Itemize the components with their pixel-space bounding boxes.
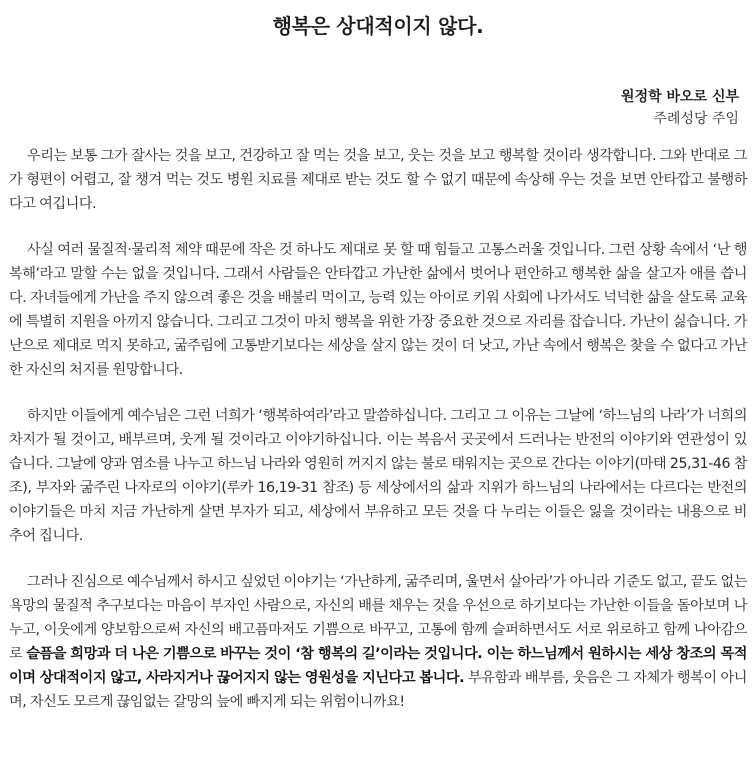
paragraph-3: 하지만 이들에게 예수님은 그런 너희가 ‘행복하여라’라고 말씀하십니다. 그리고 그 이유는 그날에 ‘하느님의 나라’가 너희의 차지가 될 것이고, 배부르며, 웃게 될 것이라고 이야기하십니다. 이는 복음서 곳곳에서 드러나는 반전의 이야기와 연관성이 있습니다. 그날에 양과 염소를 나누고 하느님 나라와 영원히 꺼지지 않는 불로 태워지는 곳으로 간다는 이야기(마태 25,31-46 참조), 부자와 굶주린 나자로의 이야기(루카 16,19-31 참조) 등 세상에서의 삶과 지위가 하느님의 나라에서는 다르다는 반전의 이야기들은 마치 지금 가난하게 살면 부자가 되고, 세상에서 부유하고 모든 것을 다 누리는 이들은 잃을 것이라는 내용으로 비추어 집니다. [9, 408, 747, 544]
article-body [9, 144, 747, 714]
author-role: 주례성당 주임 [653, 111, 739, 127]
paragraph-2: 사실 여러 물질적·물리적 제약 때문에 작은 것 하나도 제대로 못 할 때 힘들고 고통스러울 것입니다. 그런 상황 속에서 ‘난 행복해’라고 말할 수는 없을 것입니다. 그래서 사람들은 안타깝고 가난한 삶에서 벗어나 편안하고 행복한 삶을 살고자 애를 씁니다. 자녀들에게 가난을 주지 않으려 좋은 것을 배불리 먹이고, 능력 있는 아이로 키워 사회에 나가서도 넉넉한 삶을 살도록 교육에 특별히 지원을 아끼지 않습니다. 그리고 그것이 마치 행복을 위한 가장 중요한 것으로 자리를 잡습니다. 가난이 싫습니다. 가난으로 제대로 먹지 못하고, 굶주림에 고통받기보다는 세상을 살지 않는 것이 더 낫고, 가난 속에서 행복은 찾을 수 없다고 가난한 자신의 처지를 원망합니다. [9, 242, 747, 378]
paragraph-4-tail: 부유함과 배부름, 웃음은 그 자체가 행복이 아니며, 자신도 모르게 끊임없는 갈망의 늪에 빠지게 되는 위험이니까요! [9, 670, 747, 710]
author-name: 원정학 바오로 신부 [621, 89, 739, 105]
article-title: 행복은 상대적이지 않다. [272, 14, 484, 38]
paragraph-4-emphasis: 슬픔을 희망과 더 나은 기쁨으로 바꾸는 것이 ‘참 행복의 길’이라는 것입니다. 이는 하느님께서 원하시는 세상 창조의 목적이며 상대적이지 않고, 사라지거나 끊어지지 않는 영원성을 지닌다고 봅니다. [9, 646, 747, 686]
byline [9, 86, 747, 130]
paragraph-4 [9, 570, 747, 714]
paragraph-4-lead: 그러나 진심으로 예수님께서 하시고 싶었던 이야기는 ‘가난하게, 굶주리며, 울면서 살아라’가 아니라 기준도 없고, 끝도 없는 욕망의 물질적 추구보다는 마음이 부자인 사람으로, 자신의 배를 채우는 것을 우선으로 하기보다는 가난한 이들을 돌아보며 나누고, 이웃에게 양보함으로써 자신의 배고픔마저도 기쁨으로 바꾸고, 고통에 함께 슬퍼하면서도 서로 위로하고 함께 나아감으로 [9, 574, 747, 662]
paragraph-1: 우리는 보통 그가 잘사는 것을 보고, 건강하고 잘 먹는 것을 보고, 웃는 것을 보고 행복할 것이라 생각합니다. 그와 반대로 그가 형편이 어렵고, 잘 챙겨 먹는 것도 병원 치료를 제대로 받는 것도 할 수 없기 때문에 속상해 우는 것을 보면 안타깝고 불행하다고 여깁니다. [9, 148, 747, 212]
